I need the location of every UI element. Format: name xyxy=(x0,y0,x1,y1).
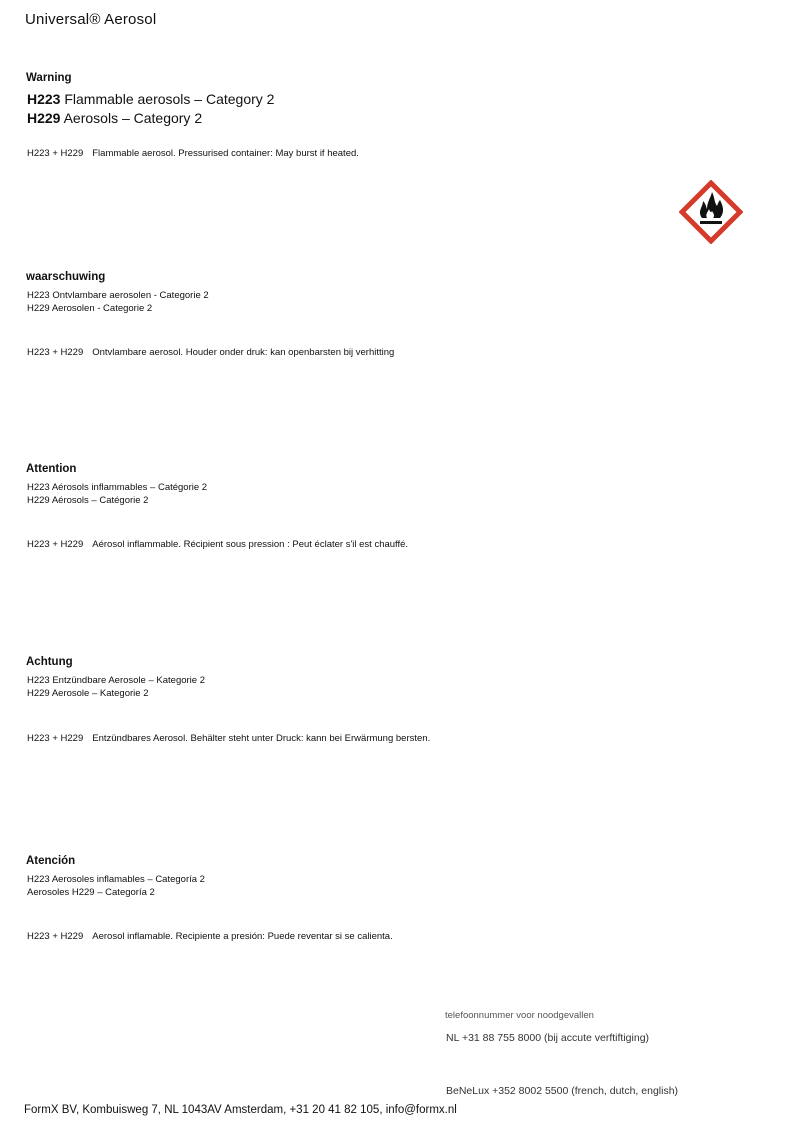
product-name: Universal® Aerosol xyxy=(25,11,157,28)
combined-statement xyxy=(27,347,394,358)
hazard-line: H223 Entzündbare Aerosole – Kategorie 2 xyxy=(27,675,205,686)
combined-statement xyxy=(27,931,393,942)
combined-code: H223 + H229 xyxy=(27,539,84,550)
combined-text: Entzündbares Aerosol. Behälter steht unter Druck: kann bei Erwärmung bersten. xyxy=(92,733,431,744)
emergency-phone-benelux: BeNeLux +352 8002 5500 (french, dutch, english) xyxy=(446,1085,679,1097)
combined-text: Flammable aerosol. Pressurised container: May burst if heated. xyxy=(92,148,359,159)
emergency-label: telefoonnummer voor noodgevallen xyxy=(445,1010,594,1021)
combined-text: Ontvlambare aerosol. Houder onder druk: kan openbarsten bij verhitting xyxy=(92,347,395,358)
signal-word: waarschuwing xyxy=(26,271,106,283)
combined-code: H223 + H229 xyxy=(27,347,84,358)
combined-statement xyxy=(27,539,408,550)
hazard-line: Aerosoles H229 – Categoría 2 xyxy=(27,887,155,898)
combined-code: H223 + H229 xyxy=(27,148,84,159)
hazard-line: H229 Aerosole – Kategorie 2 xyxy=(27,688,149,699)
combined-text: Aerosol inflamable. Recipiente a presión: Puede reventar si se calienta. xyxy=(92,931,393,942)
company-footer: FormX BV, Kombuisweg 7, NL 1043AV Amsterdam, +31 20 41 82 105, info@formx.nl xyxy=(24,1104,457,1116)
combined-code: H223 + H229 xyxy=(27,931,84,942)
signal-word: Achtung xyxy=(26,656,73,668)
combined-statement xyxy=(27,733,430,744)
hazard-line: H229 Aérosols – Catégorie 2 xyxy=(27,495,149,506)
combined-text: Aérosol inflammable. Récipient sous pression : Peut éclater s'il est chauffé. xyxy=(92,539,409,550)
hazard-text: Aerosols – Category 2 xyxy=(63,110,203,126)
combined-statement xyxy=(27,148,359,159)
hazard-line: H223 Aérosols inflammables – Catégorie 2 xyxy=(27,482,208,493)
signal-word: Warning xyxy=(26,72,72,84)
hazard-line: H223 Ontvlambare aerosolen - Categorie 2 xyxy=(27,290,209,301)
hazard-line: H223 Aerosoles inflamables – Categoría 2 xyxy=(27,874,205,885)
combined-code: H223 + H229 xyxy=(27,733,84,744)
hazard-line: H229 Aerosolen - Categorie 2 xyxy=(27,303,153,314)
emergency-phone-nl: NL +31 88 755 8000 (bij accute verftiftiging) xyxy=(446,1032,650,1044)
hazard-code: H229 xyxy=(27,110,61,126)
signal-word: Atención xyxy=(26,855,76,867)
hazard-line xyxy=(27,110,202,126)
hazard-text: Flammable aerosols – Category 2 xyxy=(64,91,275,107)
signal-word: Attention xyxy=(26,463,77,475)
hazard-code: H223 xyxy=(27,91,61,107)
ghs02-flame-icon xyxy=(679,180,743,244)
hazard-line xyxy=(27,91,274,107)
